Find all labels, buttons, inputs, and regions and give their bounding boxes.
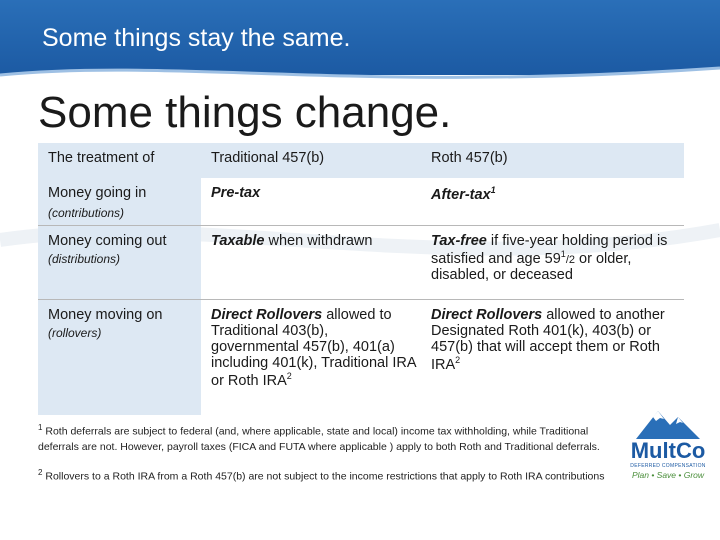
footnote-text: Roth deferrals are subject to federal (and, where applicable, state and local) income tax withholding, while Traditional deferrals are not. However, payroll taxes (FICA and FUTA where applicable ) apply to both Roth and Traditional deferrals. [38, 425, 600, 453]
roth-text: allowed to another Designated Roth 401(k), 403(b) or 457(b) that will accept them or Roth IRA [431, 307, 665, 373]
traditional-value: Pre-tax [211, 185, 261, 201]
row-sublabel: (contributions) [48, 206, 125, 220]
multco-logo [628, 405, 708, 495]
roth-cell [421, 300, 684, 416]
header-treatment: The treatment of [38, 143, 201, 178]
logo-name: MultCo [630, 438, 706, 463]
row-sublabel: (rollovers) [48, 326, 102, 340]
traditional-text: when withdrawn [264, 233, 373, 249]
roth-cell [421, 226, 684, 300]
traditional-cell [201, 178, 421, 226]
footnotes [38, 422, 618, 485]
roth-value: After-tax [431, 186, 491, 203]
roth-text-end: or older, disabled, or deceased [431, 250, 632, 283]
traditional-emphasis: Taxable [211, 233, 265, 249]
header-roth: Roth 457(b) [431, 150, 508, 166]
slide-subtitle: Some things stay the same. [42, 24, 351, 52]
footnote-mark: 2 [38, 467, 43, 477]
slide-title: Some things change. [38, 88, 452, 137]
logo-subline: DEFERRED COMPENSATION [630, 463, 706, 469]
traditional-cell [201, 226, 421, 300]
traditional-text: allowed to Traditional 403(b), governmental 457(b), 401(a) including 401(k), Traditional IRA or Roth IRA [211, 307, 416, 389]
roth-emphasis: Tax-free [431, 233, 487, 249]
table-row-rollovers [38, 300, 684, 416]
footnote-ref: 2 [286, 371, 292, 381]
footnote-ref: 2 [455, 355, 461, 365]
footnote-ref: 1 [490, 185, 496, 195]
row-label-cell [38, 178, 201, 226]
row-label: Money going in [48, 185, 147, 201]
row-label-cell [38, 226, 201, 300]
footnote-mark: 1 [38, 423, 43, 432]
roth-emphasis: Direct Rollovers [431, 307, 543, 323]
fraction-numerator: 1 [560, 249, 566, 259]
row-label-cell [38, 300, 201, 416]
footnote-text: Rollovers to a Roth IRA from a Roth 457(b) are not subject to the income restrictions that apply to Roth IRA contributions [45, 470, 605, 483]
footnote-1 [38, 422, 618, 455]
traditional-cell [201, 300, 421, 416]
row-sublabel: (distributions) [48, 252, 121, 266]
table-row-distributions [38, 226, 684, 300]
logo-tagline: Plan • Save • Grow [631, 470, 705, 480]
mountain-icon [628, 405, 708, 441]
traditional-emphasis: Direct Rollovers [211, 307, 323, 323]
fraction-denominator: /2 [565, 253, 575, 266]
roth-text: if five-year holding period is satisfied and age 59 [431, 233, 668, 267]
table-header-row [38, 143, 684, 178]
header-traditional: Traditional 457(b) [211, 150, 325, 166]
footnote-2 [38, 467, 618, 485]
roth-cell [421, 178, 684, 226]
row-label: Money moving on [48, 307, 163, 323]
table-row-contributions [38, 178, 684, 226]
row-label: Money coming out [48, 233, 167, 249]
comparison-table [38, 143, 684, 415]
